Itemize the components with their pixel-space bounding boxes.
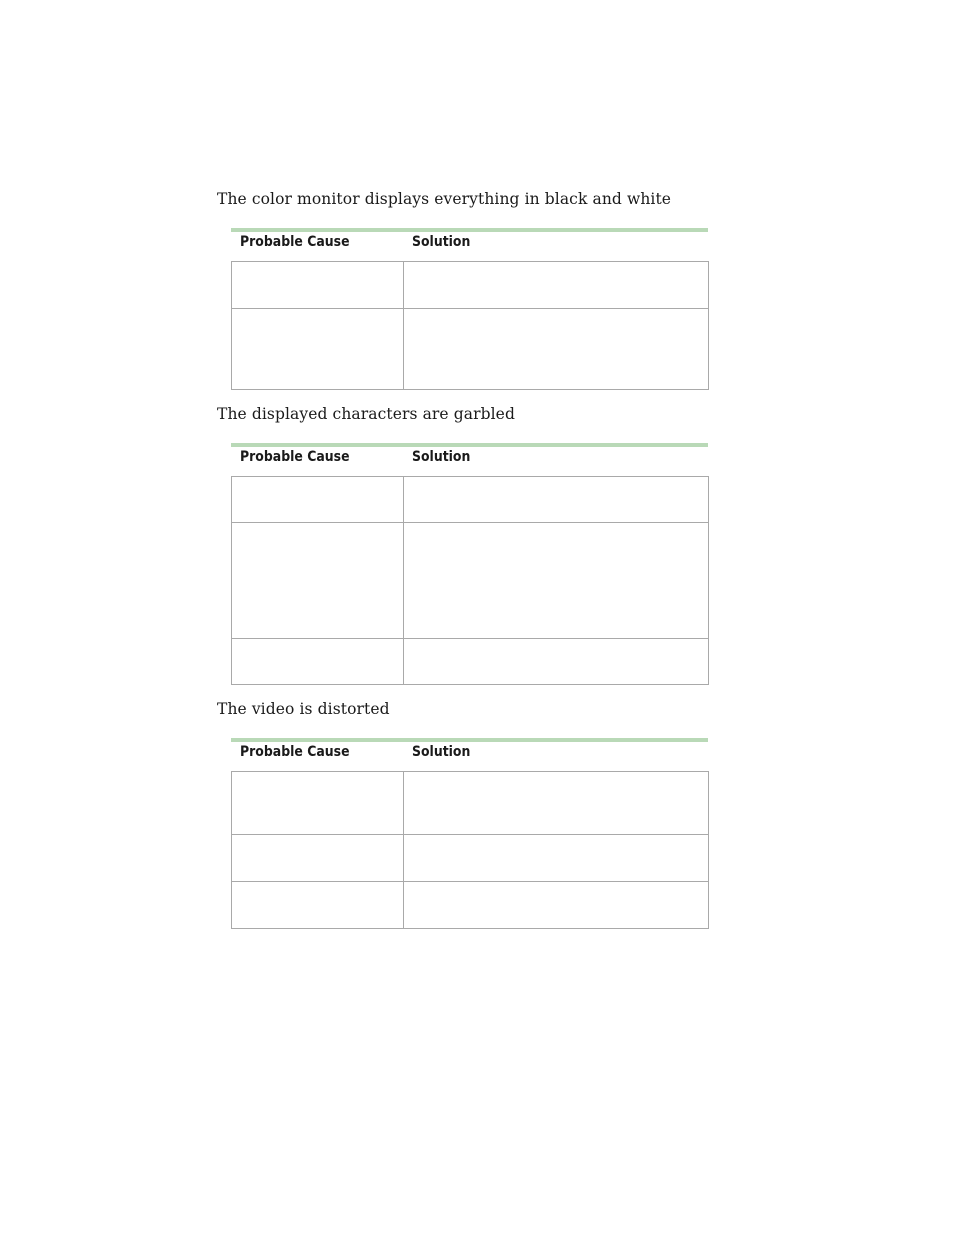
troubleshooting-table-video-distorted [231,738,708,929]
solution-cell [404,835,709,882]
cause-cell [232,309,404,390]
table-row [232,772,709,835]
column-header-solution: Solution [412,234,471,250]
solution-cell [404,309,709,390]
table-row [232,309,709,390]
cause-cell [232,639,404,685]
table-header-row [231,742,708,771]
cause-cell [232,262,404,309]
table-row [232,835,709,882]
table-header-row [231,447,708,476]
solution-cell [404,882,709,929]
troubleshooting-table-garbled-characters [231,443,708,685]
column-header-solution: Solution [412,449,471,465]
table-row [232,523,709,639]
table-row [232,882,709,929]
column-header-probable-cause: Probable Cause [240,744,350,760]
column-header-solution: Solution [412,744,471,760]
solution-cell [404,523,709,639]
solution-cell [404,772,709,835]
cause-cell [232,477,404,523]
table-row [232,477,709,523]
cause-cell [232,772,404,835]
solution-cell [404,262,709,309]
column-header-probable-cause: Probable Cause [240,449,350,465]
table-body [231,476,709,685]
section-heading-garbled-characters: The displayed characters are garbled [217,405,515,423]
table-row [232,639,709,685]
troubleshooting-table-black-and-white [231,228,708,390]
column-header-probable-cause: Probable Cause [240,234,350,250]
solution-cell [404,639,709,685]
table-body [231,261,709,390]
cause-cell [232,523,404,639]
cause-cell [232,835,404,882]
section-heading-black-and-white: The color monitor displays everything in black and white [217,190,672,208]
solution-cell [404,477,709,523]
table-header-row [231,232,708,261]
section-heading-video-distorted: The video is distorted [217,700,390,718]
table-row [232,262,709,309]
cause-cell [232,882,404,929]
table-body [231,771,709,929]
